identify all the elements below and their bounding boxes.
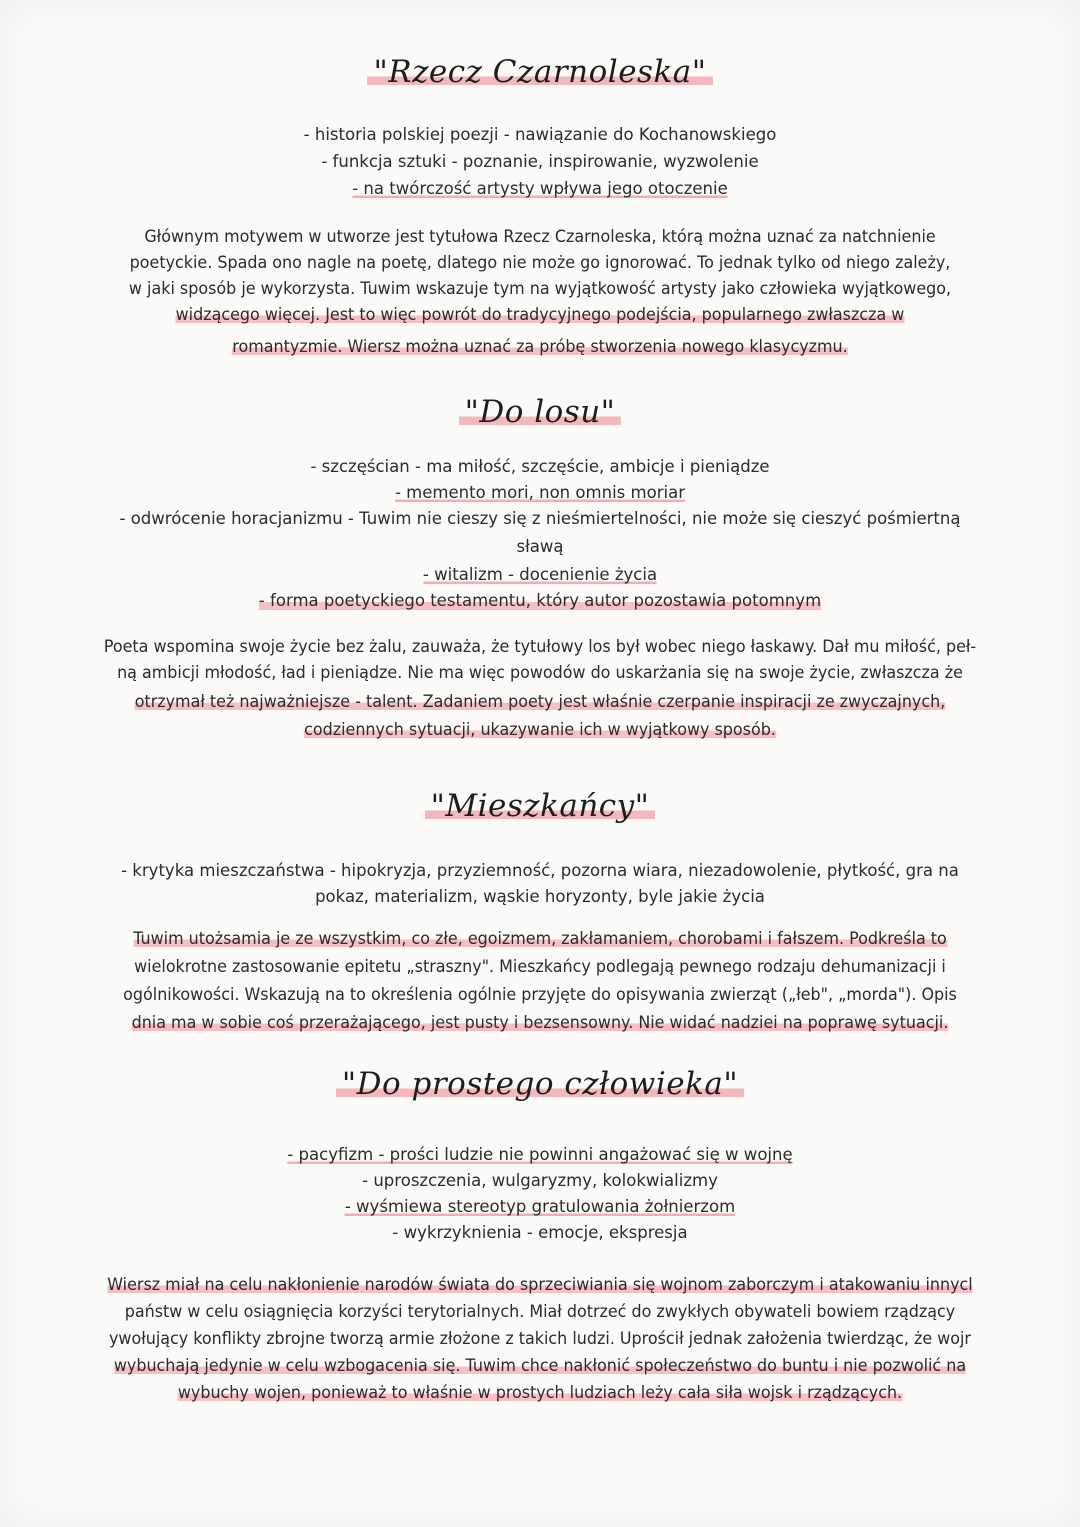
paragraph-line: otrzymał też najważniejsze - talent. Zadaniem poety jest właśnie czerpanie inspiracji ze zwyczajnych, xyxy=(134,692,946,711)
paragraph-line: ogólnikowości. Wskazują na to określenia ogólnie przyjęte do opisywania zwierząt („łeb", „morda"). Opis xyxy=(123,985,957,1004)
section-title: "Mieszkańcy" xyxy=(0,788,1080,824)
bullet-line: - uproszczenia, wulgaryzmy, kolokwializmy xyxy=(362,1171,718,1191)
section-title: "Do losu" xyxy=(0,394,1080,430)
bullet-line: - wykrzyknienia - emocje, ekspresja xyxy=(392,1223,688,1243)
bullet-line: - wyśmiewa stereotyp gratulowania żołnierzom xyxy=(344,1197,736,1217)
paragraph-line: ną ambicji młodość, ład i pieniądze. Nie ma więc powodów do uskarżania się na swoje życie, zwłaszcza że xyxy=(117,663,963,682)
bullet-line: pokaz, materializm, wąskie horyzonty, byle jakie życia xyxy=(315,887,765,907)
paragraph-line: Wiersz miał na celu nakłonienie narodów świata do sprzeciwiania się wojnom zaborczym i atakowaniu innycl xyxy=(107,1275,973,1294)
paragraph-line: wielokrotne zastosowanie epitetu „straszny". Mieszkańcy podlegają pewnego rodzaju dehumanizacji i xyxy=(134,957,946,976)
bullet-line: - memento mori, non omnis moriar xyxy=(394,483,686,503)
bullet-line: sławą xyxy=(516,537,564,557)
paragraph-line: wybuchy wojen, ponieważ to właśnie w prostych ludziach leży cała siła wojsk i rządzących. xyxy=(177,1383,903,1402)
paragraph-line: poetyckie. Spada ono nagle na poetę, dlatego nie może go ignorować. To jednak tylko od niego zależy, xyxy=(129,253,951,272)
paragraph-line: państw w celu osiągnięcia korzyści terytorialnych. Miał dotrzeć do zwykłych obywateli bowiem rządzący xyxy=(124,1302,956,1321)
bullet-line: - krytyka mieszczaństwa - hipokryzja, przyziemność, pozorna wiara, niezadowolenie, płytkość, gra na xyxy=(121,861,959,881)
bullet-line: - szczęścian - ma miłość, szczęście, ambicje i pieniądze xyxy=(310,457,770,477)
bullet-line: - historia polskiej poezji - nawiązanie do Kochanowskiego xyxy=(303,125,777,145)
section-title: "Rzecz Czarnoleska" xyxy=(0,54,1080,90)
bullet-line: - na twórczość artysty wpływa jego otoczenie xyxy=(352,179,728,199)
bullet-line: - forma poetyckiego testamentu, który autor pozostawia potomnym xyxy=(258,591,822,611)
paragraph-line: wybuchają jedynie w celu wzbogacenia się. Tuwim chce nakłonić społeczeństwo do buntu i nie pozwolić na xyxy=(113,1356,967,1375)
paragraph-line: widzącego więcej. Jest to więc powrót do tradycyjnego podejścia, popularnego zwłaszcza w xyxy=(175,305,905,324)
bullet-line: - odwrócenie horacjanizmu - Tuwim nie cieszy się z nieśmiertelności, nie może się cieszyć pośmiertną xyxy=(119,509,961,529)
paragraph-line: Poeta wspomina swoje życie bez żalu, zauważa, że tytułowy los był wobec niego łaskawy. Dał mu miłość, peł- xyxy=(103,637,977,656)
section-title: "Do prostego człowieka" xyxy=(0,1066,1080,1102)
paragraph-line: ywołujący konflikty zbrojne tworzą armie złożone z takich ludzi. Uprościł jednak założenia twierdząc, że wojr xyxy=(108,1329,971,1348)
bullet-line: - pacyfizm - prości ludzie nie powinni angażować się w wojnę xyxy=(287,1145,793,1165)
bullet-line: - funkcja sztuki - poznanie, inspirowanie, wyzwolenie xyxy=(321,152,759,172)
paragraph-line: Głównym motywem w utworze jest tytułowa Rzecz Czarnoleska, którą można uznać za natchnienie xyxy=(144,227,936,246)
paragraph-line: w jaki sposób je wykorzysta. Tuwim wskazuje tym na wyjątkowość artysty jako człowieka wyjątkowego, xyxy=(128,279,952,298)
paragraph-line: Tuwim utożsamia je ze wszystkim, co złe, egoizmem, zakłamaniem, chorobami i fałszem. Podkreśla to xyxy=(133,929,947,948)
bullet-line: - witalizm - docenienie życia xyxy=(422,565,658,585)
paragraph-line: romantyzmie. Wiersz można uznać za próbę stworzenia nowego klasycyzmu. xyxy=(232,337,848,356)
paragraph-line: codziennych sytuacji, ukazywanie ich w wyjątkowy sposób. xyxy=(304,720,776,739)
paragraph-line: dnia ma w sobie coś przerażającego, jest pusty i bezsensowny. Nie widać nadziei na poprawę sytuacji. xyxy=(131,1013,949,1032)
